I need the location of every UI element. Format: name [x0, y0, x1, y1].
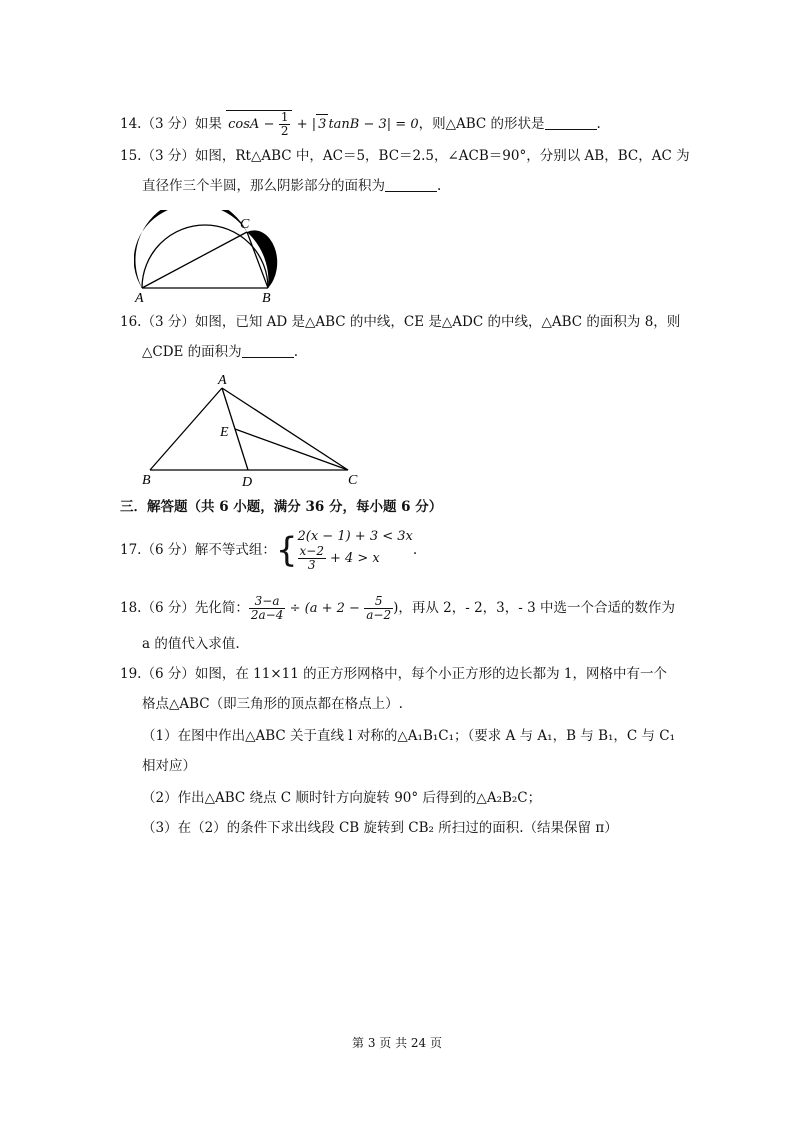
- q14-fraction: [279, 111, 291, 138]
- q14-expr-c: + |: [296, 117, 317, 132]
- answer-blank: [242, 345, 294, 358]
- q18-tail: )，再从 2，- 2，3，- 3 中选一个合适的数作为: [393, 600, 676, 616]
- label-a: A: [218, 373, 227, 388]
- question-19-sub2: （2）作出△ABC 绕点 C 顺时针方向旋转 90° 后得到的△A₂B₂C；: [142, 790, 542, 806]
- label-d: D: [242, 475, 253, 490]
- question-15-line2: [142, 176, 441, 196]
- segment-ce: [235, 429, 348, 470]
- question-16-line1: 16.（3 分）如图，已知 AD 是△ABC 的中线，CE 是△ADC 的中线，△ABC 的面积为 8，则: [120, 314, 681, 330]
- q18-f1-num: 3−a: [249, 595, 285, 609]
- q18-f2-num: 5: [364, 595, 393, 609]
- answer-blank: [545, 117, 597, 130]
- segment-ab: [150, 388, 222, 470]
- q17-prefix: 17.（6 分）解不等式组：: [120, 542, 276, 558]
- q14-frac-num: 1: [280, 110, 289, 124]
- question-19-sub1-line2: 相对应）: [142, 758, 196, 774]
- label-b: B: [262, 291, 271, 306]
- q17-ineq1: 2(x − 1) + 3 < 3x: [297, 529, 413, 544]
- q17-frac-num: x−2: [299, 544, 324, 558]
- semicircles-figure: [134, 210, 304, 306]
- question-19-line1: 19.（6 分）如图，在 11×11 的正方形网格中，每个小正方形的边长都为 1，网格中有一个: [120, 666, 667, 682]
- q18-f2-den: a−2: [366, 608, 392, 622]
- q18-fraction-1: [249, 595, 285, 622]
- q14-tail: ，则△ABC 的形状是: [418, 116, 545, 132]
- brace-icon: {: [275, 530, 298, 571]
- q18-prefix: 18.（6 分）先化简：: [120, 600, 249, 616]
- q15-end: .: [437, 178, 442, 194]
- q14-expr-b: −: [263, 117, 275, 132]
- q17-ineq2: [298, 545, 413, 572]
- q17-end: .: [412, 542, 418, 558]
- question-19-line2: 格点△ABC（即三角形的顶点都在格点上）.: [142, 696, 403, 712]
- segment-ac: [222, 388, 348, 470]
- q16-line2-text: △CDE 的面积为: [142, 344, 242, 360]
- shaded-lune-ac: [134, 210, 247, 288]
- q17-frac-den: 3: [307, 558, 316, 572]
- label-c: C: [348, 473, 358, 488]
- segment-ac: [142, 232, 247, 288]
- q14-expr-d: tanB − 3| = 0: [328, 117, 419, 132]
- q14-sqrt3: 3: [316, 114, 328, 135]
- q14-end: .: [596, 116, 601, 132]
- q16-end: .: [293, 344, 298, 360]
- question-19-sub3: （3）在（2）的条件下求出线段 CB 旋转到 CB₂ 所扫过的面积.（结果保留 π）: [142, 820, 618, 836]
- label-a: A: [135, 291, 144, 306]
- q14-expr-a: cosA: [228, 117, 260, 132]
- q14-frac-den: 2: [280, 124, 289, 138]
- q18-mid: ÷ (a + 2 −: [289, 601, 360, 616]
- answer-blank: [385, 179, 437, 192]
- section-3-heading: 三．解答题（共 6 小题，满分 36 分，每小题 6 分）: [120, 499, 443, 515]
- question-18-line1: [120, 590, 675, 627]
- q18-f1-den: 2a−4: [250, 608, 284, 622]
- q14-prefix: 14.（3 分）如果: [120, 116, 222, 132]
- question-19-sub1-line1: （1）在图中作出△ABC 关于直线 l 对称的△A₁B₁C₁；（要求 A 与 A₁，B 与 B₁，C 与 C₁: [142, 728, 676, 744]
- question-18-line2: a 的值代入求值.: [142, 636, 240, 652]
- label-b: B: [142, 473, 151, 488]
- q18-fraction-2: [364, 595, 393, 622]
- shaded-lune-bc: [247, 230, 277, 288]
- question-17: [120, 528, 417, 572]
- page-footer: 第 3 页 共 24 页: [352, 1036, 442, 1050]
- question-14: [120, 110, 601, 138]
- q17-fraction: [298, 545, 326, 572]
- q17-ineq2-tail: + 4 > x: [329, 551, 380, 566]
- label-e: E: [220, 425, 229, 440]
- median-triangle-figure: [138, 370, 368, 492]
- question-16-line2: [142, 342, 298, 362]
- inequality-system: [298, 529, 413, 572]
- sqrt-expression: [226, 110, 292, 138]
- question-15-line1: 15.（3 分）如图，Rt△ABC 中，AC＝5，BC＝2.5，∠ACB＝90°，分别以 AB，BC，AC 为: [120, 148, 690, 164]
- q15-line2-text: 直径作三个半圆，那么阴影部分的面积为: [142, 178, 385, 194]
- label-c: C: [240, 217, 250, 232]
